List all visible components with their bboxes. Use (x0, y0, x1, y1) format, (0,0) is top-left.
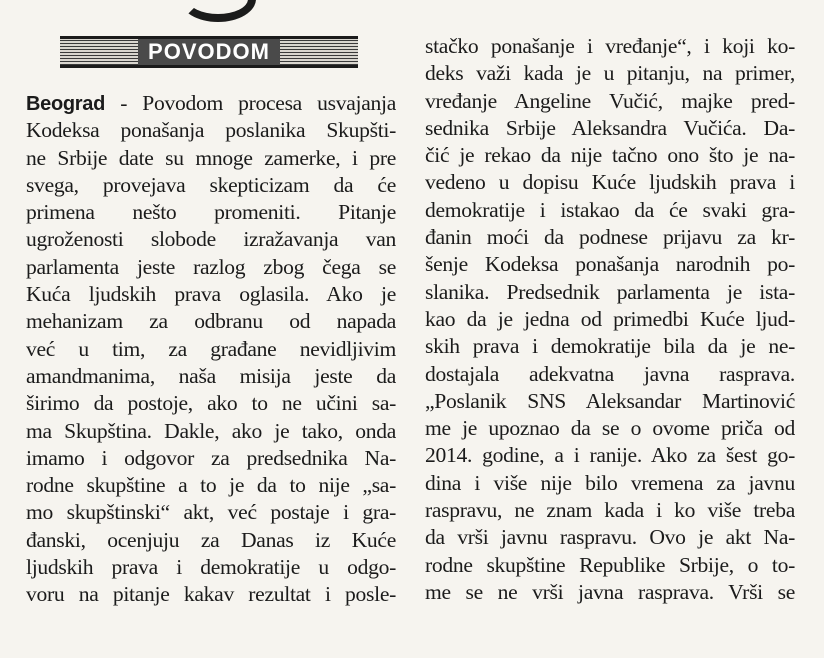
article-line: ljudskih prava i demokratije u odgo- (26, 555, 396, 580)
article-line: deks važi kada je u pitanju, na primer, (425, 61, 795, 86)
article-line: voru na pitanje kakav rezultat i posle- (26, 582, 396, 607)
article-line: dostajala adekvatna javna rasprava. (425, 361, 795, 386)
article-line: đanski, ocenjuju za Danas iz Kuće (26, 527, 396, 552)
article-line: već u tim, za građane nevidljivim (26, 336, 396, 361)
article-line: širimo da postoje, ako to ne učini sa- (26, 391, 396, 416)
article-line: ma Skupština. Dakle, ako je tako, onda (26, 418, 396, 443)
lead-text: - Povodom procesa usvajanja (105, 91, 396, 115)
article-line: svega, provejava skepticizam da će (26, 172, 396, 197)
article-line: raspravu, ne znam kada i ko više treba (425, 498, 795, 523)
article-line: rodne skupštine Republike Srbije, o to- (425, 552, 795, 577)
article-column-left (26, 90, 396, 658)
article-line: ne Srbije date su mnoge zamerke, i pre (26, 145, 396, 170)
article-line: Kodeksa ponašanja poslanika Skupšti- (26, 118, 396, 143)
article-line: đanin moći da podnese prijavu za kr- (425, 225, 795, 250)
article-line: mehanizam za odbranu od napada (26, 309, 396, 334)
article-line: rodne skupštine a to je da to nije „sa- (26, 473, 396, 498)
article-line: da vrši javnu raspravu. Ovo je akt Na- (425, 525, 795, 550)
dateline: Beograd (26, 93, 106, 115)
article-line: amandmanima, naša misija jeste da (26, 363, 396, 388)
article-line: kao da je jedna od primedbi Kuće ljud- (425, 306, 795, 331)
article-line: me je upoznao da se o ovome priča od (425, 416, 795, 441)
section-rubric (60, 36, 358, 68)
article-line: 2014. godine, a i ranije. Ako za šest go- (425, 443, 795, 468)
article-line: dina i više nije bilo vremena za javnu (425, 470, 795, 495)
article-line: primena nešto promeniti. Pitanje (26, 200, 396, 225)
article-line: stačko ponašanje i vređanje“, i koji ko- (425, 34, 795, 58)
article-line: skih prava i demokratije bila da je ne- (425, 334, 795, 359)
article-line: ugroženosti slobode izražavanja van (26, 227, 396, 252)
article-line: mo skupštinski“ akt, već postaje i gra- (26, 500, 396, 525)
article-line: Kuća ljudskih prava oglasila. Ako je (26, 282, 396, 307)
article-line: parlamenta jeste razlog zbog čega se (26, 254, 396, 279)
article-line: šenje Kodeksa ponašanja narodnih po- (425, 252, 795, 277)
headline-fragment (180, 0, 256, 22)
article-line: me se ne vrši javna rasprava. Vrši se (425, 579, 795, 604)
article-line: vedeno u dopisu Kuće ljudskih prava i (425, 170, 795, 195)
article-line: sednika Srbije Aleksandra Vučića. Da- (425, 115, 795, 140)
article-line: „Poslanik SNS Aleksandar Martinović (425, 388, 795, 413)
article-column-right (425, 33, 795, 658)
rubric-label: POVODOM (138, 39, 280, 65)
article-line: imamo i odgovor za predsednika Na- (26, 445, 396, 470)
article-line (26, 90, 396, 117)
article-line: vređanje Angeline Vučić, majke pred- (425, 88, 795, 113)
article-line: slanika. Predsednik parlamenta je ista- (425, 279, 795, 304)
article-line: čić je rekao da nije tačno ono što je na- (425, 143, 795, 168)
article-line: demokratije i istakao da će svaki gra- (425, 197, 795, 222)
